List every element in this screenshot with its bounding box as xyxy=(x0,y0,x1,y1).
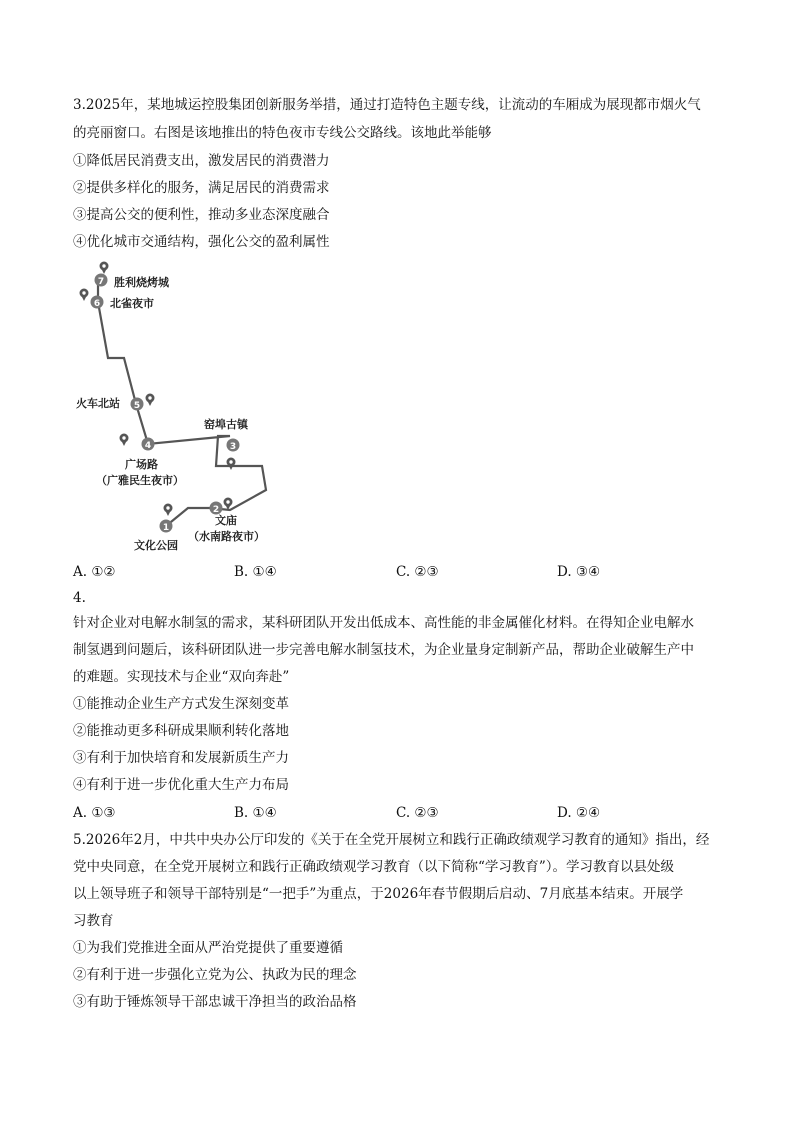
stop-1 xyxy=(160,520,173,534)
label-beique-night-market: 北雀夜市 xyxy=(110,297,154,310)
q3-choice-d[interactable]: D. ③④ xyxy=(557,564,601,580)
pin-icon xyxy=(100,262,109,275)
q3-choice-b[interactable]: B. ①④ xyxy=(234,564,277,580)
q4-item-4: ④有利于进一步优化重大生产力布局 xyxy=(73,777,289,793)
night-market-bus-route-map xyxy=(70,258,280,558)
q5-stem-line-2: 党中央同意，在全党开展树立和践行正确政绩观学习教育（以下简称“学习教育”）。学习教育以县处级 xyxy=(73,859,675,875)
label-culture-park: 文化公园 xyxy=(134,539,178,552)
q5-item-3: ③有助于锤炼领导干部忠诚干净担当的政治品格 xyxy=(73,994,357,1010)
q4-stem-line-1: 针对企业对电解水制氢的需求，某科研团队开发出低成本、高性能的非金属催化材料。在得知企业电解水 xyxy=(73,615,694,631)
stop-7 xyxy=(95,274,108,288)
q3-stem-line-1: 3.2025年，某地城运控股集团创新服务举措，通过打造特色主题专线，让流动的车厢成为展现都市烟火气 xyxy=(73,97,701,113)
label-shengli-bbq-city: 胜利烧烤城 xyxy=(114,276,169,289)
pin-icon xyxy=(227,458,236,471)
q3-item-3: ③提高公交的便利性，推动多业态深度融合 xyxy=(73,207,330,223)
q3-item-2: ②提供多样化的服务，满足居民的消费需求 xyxy=(73,180,330,196)
label-shuinan-night-market: （水南路夜市） xyxy=(188,530,265,543)
stop-4 xyxy=(142,438,155,452)
label-yaobu-ancient-town: 窑埠古镇 xyxy=(204,418,248,431)
label-wenmiao: 文庙 xyxy=(215,514,237,527)
label-north-railway-station: 火车北站 xyxy=(76,397,120,410)
q5-stem-line-3: 以上领导班子和领导干部特别是“一把手”为重点，于2026年春节假期后启动、7月底基本结束。开展学 xyxy=(73,886,684,902)
q4-stem-line-3: 的难题。实现技术与企业“双向奔赴” xyxy=(73,669,290,685)
svg-text:2: 2 xyxy=(212,505,220,515)
svg-text:3: 3 xyxy=(229,442,237,452)
q4-number: 4. xyxy=(73,590,86,606)
svg-text:6: 6 xyxy=(93,299,101,309)
q4-item-3: ③有利于加快培育和发展新质生产力 xyxy=(73,750,289,766)
q4-item-1: ①能推动企业生产方式发生深刻变革 xyxy=(73,696,289,712)
q5-stem-line-1: 5.2026年2月，中共中央办公厅印发的《关于在全党开展树立和践行正确政绩观学习教育的通知》指出，经 xyxy=(73,832,710,848)
svg-text:1: 1 xyxy=(162,523,170,533)
q4-choice-a[interactable]: A. ①③ xyxy=(73,805,116,821)
route-line xyxy=(98,281,266,526)
stop-5 xyxy=(131,398,144,412)
q4-stem-line-2: 制氢遇到问题后，该科研团队进一步完善电解水制氢技术，为企业量身定制新产品，帮助企业破解生产中 xyxy=(73,642,694,658)
q3-choice-a[interactable]: A. ①② xyxy=(73,564,116,580)
q3-stem-line-2: 的亮丽窗口。右图是该地推出的特色夜市专线公交路线。该地此举能够 xyxy=(73,125,492,141)
q5-item-2: ②有利于进一步强化立党为公、执政为民的理念 xyxy=(73,967,357,983)
q3-item-1: ①降低居民消费支出，激发居民的消费潜力 xyxy=(73,153,330,169)
svg-text:7: 7 xyxy=(97,277,105,287)
q5-item-1: ①为我们党推进全面从严治党提供了重要遵循 xyxy=(73,940,343,956)
q4-item-2: ②能推动更多科研成果顺利转化落地 xyxy=(73,723,289,739)
svg-text:5: 5 xyxy=(133,401,141,411)
stop-6 xyxy=(91,296,104,310)
pin-icon xyxy=(164,504,173,517)
q4-choice-c[interactable]: C. ②③ xyxy=(396,805,439,821)
pin-icon xyxy=(146,394,155,407)
stop-2 xyxy=(210,502,223,516)
q3-item-4: ④优化城市交通结构，强化公交的盈利属性 xyxy=(73,234,330,250)
q3-choice-c[interactable]: C. ②③ xyxy=(396,564,439,580)
stop-3 xyxy=(227,439,240,453)
pin-icon xyxy=(80,289,89,302)
q4-choice-d[interactable]: D. ②④ xyxy=(557,805,601,821)
label-guangya-night-market: （广雅民生夜市） xyxy=(96,474,184,487)
q4-choice-b[interactable]: B. ①④ xyxy=(234,805,277,821)
svg-text:4: 4 xyxy=(144,441,152,451)
pin-icon xyxy=(120,434,129,447)
label-guangchang-road: 广场路 xyxy=(125,458,158,471)
q5-stem-line-4: 习教育 xyxy=(73,913,114,929)
